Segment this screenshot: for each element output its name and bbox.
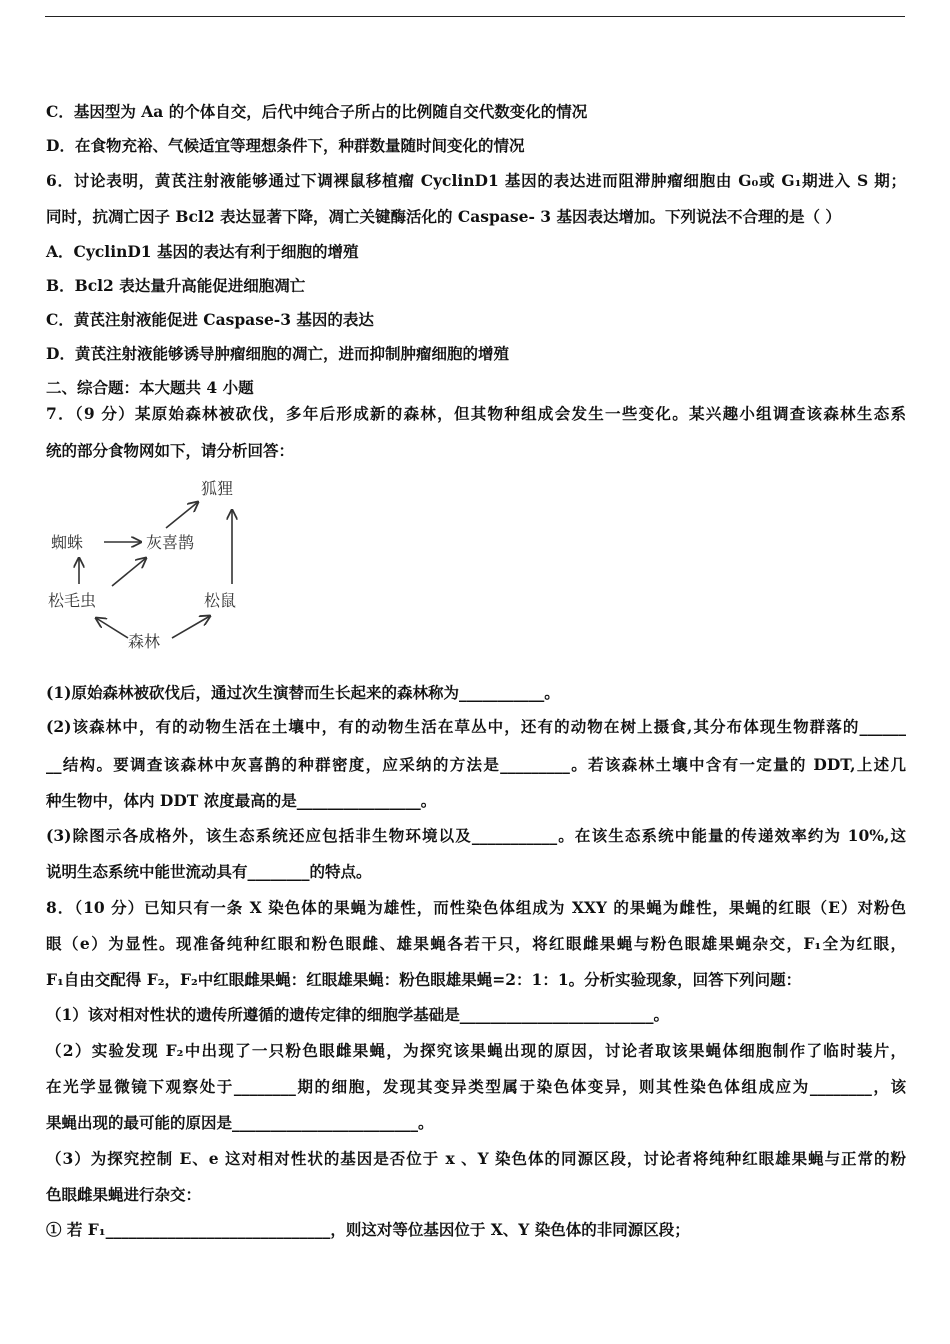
node-squirrel: 松鼠 xyxy=(204,591,237,610)
q8-part-3-case-1: ① 若 F₁_____________________________，则这对等位基因位于 X、Y 染色体的非同源区段； xyxy=(46,1220,690,1239)
question-6-line-1: 6．讨论表明，黄芪注射液能够通过下调裸鼠移植瘤 CyclinD1 基因的表达进而阻滞肿瘤细胞由 G₀或 G₁期进入 S 期； xyxy=(46,171,906,190)
option-a-q6: A．CyclinD1 基因的表达有利于细胞的增殖 xyxy=(46,242,359,261)
node-fox: 狐狸 xyxy=(201,479,234,498)
arrow-forest-caterpillar xyxy=(96,618,128,638)
question-8-line-2: 眼（e）为显性。现准备纯种红眼和粉色眼雌、雄果蝇各若干只，将红眼雌果蝇与粉色眼雄果蝇杂交，F₁全为红眼， xyxy=(46,934,906,953)
node-forest: 森林 xyxy=(128,632,161,651)
arrow-magpie-fox xyxy=(166,502,198,528)
question-7-line-1: 7．（9 分）某原始森林被砍伐，多年后形成新的森林，但其物种组成会发生一些变化。某兴趣小组调查该森林生态系 xyxy=(46,404,906,423)
question-7-line-2: 统的部分食物网如下，请分析回答： xyxy=(46,441,295,460)
q7-part-2-line-1: (2)该森林中，有的动物生活在土壤中，有的动物生活在草丛中，还有的动物在树上摄食,其分布体现生物群落的______ xyxy=(46,717,906,736)
q7-part-3-line-2: 说明生态系统中能世流动具有________的特点。 xyxy=(46,862,372,881)
section-heading: 二、综合题：本大题共 4 小题 xyxy=(46,378,254,397)
node-spider: 蜘蛛 xyxy=(51,533,84,552)
q8-part-1: （1）该对相对性状的遗传所遵循的遗传定律的细胞学基础是_________________________。 xyxy=(46,1005,670,1024)
node-caterpillar: 松毛虫 xyxy=(48,591,97,610)
question-8-line-3: F₁自由交配得 F₂，F₂中红眼雌果蝇：红眼雄果蝇：粉色眼雄果蝇=2：1：1。分析实验现象，回答下列问题： xyxy=(46,970,802,989)
q8-part-2-line-3: 果蝇出现的最可能的原因是________________________。 xyxy=(46,1113,434,1132)
q7-part-2-line-3: 种生物中，体内 DDT 浓度最高的是________________。 xyxy=(46,791,437,810)
option-c-q5: C．基因型为 Aa 的个体自交，后代中纯合子所占的比例随自交代数变化的情况 xyxy=(46,102,588,121)
option-c-q6: C．黄芪注射液能促进 Caspase-3 基因的表达 xyxy=(46,310,374,329)
node-magpie: 灰喜鹊 xyxy=(146,533,195,552)
question-8-line-1: 8．（10 分）已知只有一条 X 染色体的果蝇为雄性，而性染色体组成为 XXY 的果蝇为雌性，果蝇的红眼（E）对粉色 xyxy=(46,898,906,917)
question-6-line-2: 同时，抗凋亡因子 Bcl2 表达显著下降，凋亡关键酶活化的 Caspase- 3 基因表达增加。下列说法不合理的是（ ） xyxy=(46,207,841,226)
q8-part-2-line-2: 在光学显微镜下观察处于________期的细胞，发现其变异类型属于染色体变异，则其性染色体组成应为________，该 xyxy=(46,1077,906,1096)
q8-part-3-line-1: （3）为探究控制 E、e 这对相对性状的基因是否位于 x 、Y 染色体的同源区段，讨论者将纯种红眼雄果蝇与正常的粉 xyxy=(46,1149,906,1168)
food-web-diagram xyxy=(46,470,256,660)
q7-part-1: (1)原始森林被砍伐后，通过次生演替而生长起来的森林称为___________。 xyxy=(46,683,560,702)
option-b-q6: B．Bcl2 表达量升高能促进细胞凋亡 xyxy=(46,276,306,295)
q7-part-3-line-1: (3)除图示各成格外，该生态系统还应包括非生物环境以及___________。在该生态系统中能量的传递效率约为 10%,这 xyxy=(46,826,906,845)
option-d-q6: D．黄芪注射液能够诱导肿瘤细胞的凋亡，进而抑制肿瘤细胞的增殖 xyxy=(46,344,509,363)
header-rule xyxy=(45,16,905,17)
q8-part-2-line-1: （2）实验发现 F₂中出现了一只粉色眼雌果蝇，为探究该果蝇出现的原因，讨论者取该果蝇体细胞制作了临时装片， xyxy=(46,1041,906,1060)
arrow-caterpillar-magpie xyxy=(112,558,146,586)
q8-part-3-line-2: 色眼雌果蝇进行杂交： xyxy=(46,1185,202,1204)
q7-part-2-line-2: __结构。要调查该森林中灰喜鹊的种群密度，应采纳的方法是_________。若该森林土壤中含有一定量的 DDT,上述几 xyxy=(46,755,906,774)
option-d-q5: D．在食物充裕、气候适宜等理想条件下，种群数量随时间变化的情况 xyxy=(46,136,525,155)
arrow-forest-squirrel xyxy=(172,616,210,638)
